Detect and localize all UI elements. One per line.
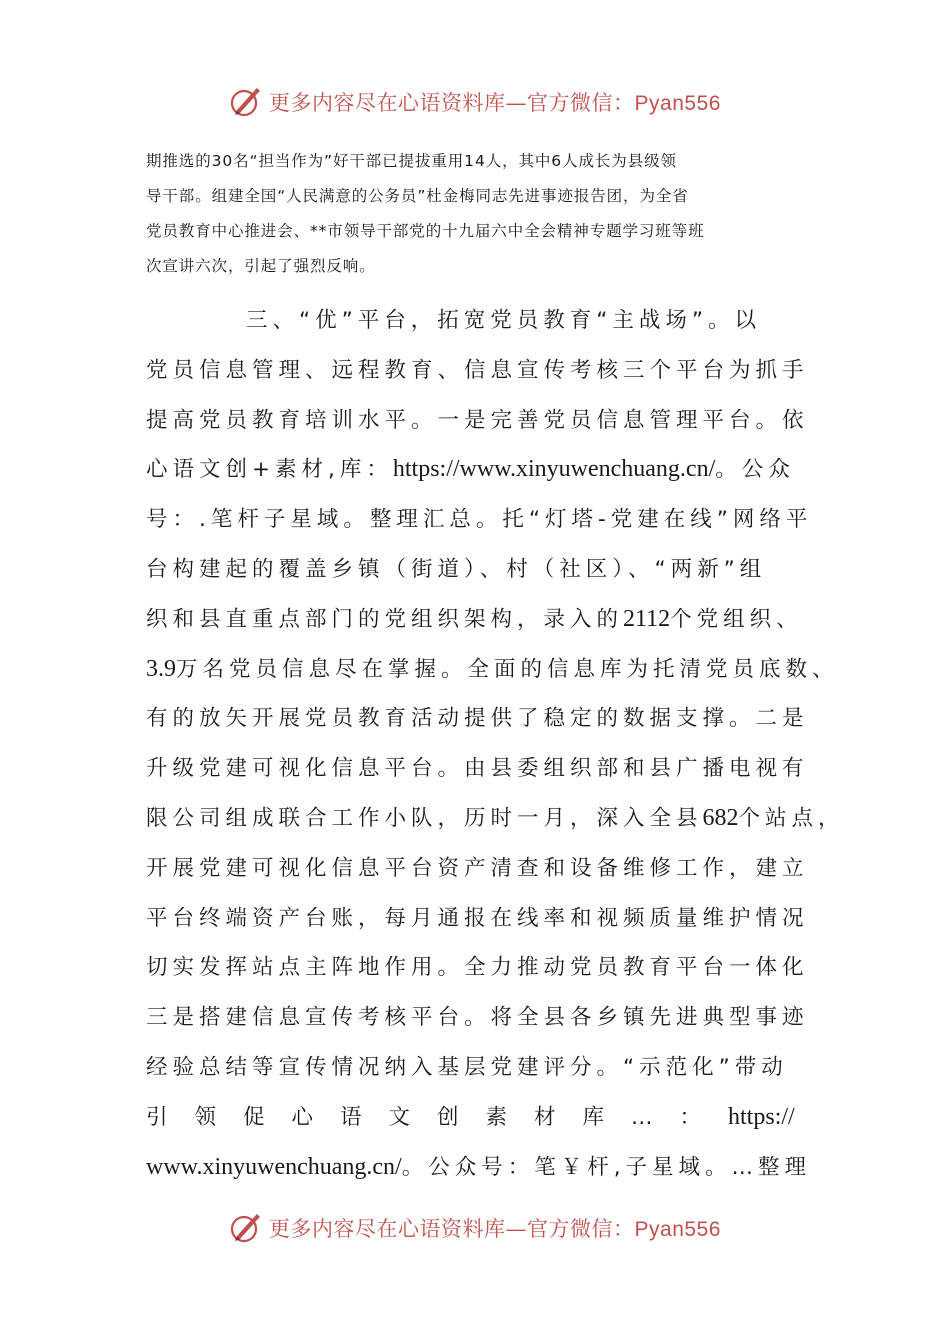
footer-banner-text: 更多内容尽在心语资料库—官方微信：Pyan556 <box>269 1217 721 1241</box>
small-paragraph-line: 期推选的30名“担当作为”好干部已提拔重用14人，其中6人成长为县级领 <box>146 152 677 170</box>
pen-logo-icon <box>229 85 263 119</box>
paragraph-line: 3.9万名党员信息尽在掌握。全面的信息库为托清党员底数、 <box>146 655 839 682</box>
paragraph-line: 切实发挥站点主阵地作用。全力推动党员教育平台一体化 <box>146 955 809 981</box>
pen-logo-icon <box>229 1211 263 1245</box>
small-paragraph <box>146 144 814 284</box>
main-paragraph <box>146 296 845 1192</box>
paragraph-line: 经验总结等宣传情况纳入基层党建评分。“示范化”带动 <box>146 1054 788 1080</box>
small-paragraph-line: 导干部。组建全国“人民满意的公务员”杜金梅同志先进事迹报告团，为全省 <box>146 187 689 205</box>
paragraph-line: 台构建起的覆盖乡镇（街道）、村（社区）、“两新”组 <box>146 556 767 582</box>
paragraph-line: 限公司组成联合工作小队，历时一月，深入全县682个站点， <box>146 804 845 831</box>
small-paragraph-line: 次宣讲六次，引起了强烈反响。 <box>146 257 376 275</box>
paragraph-line: 号：.笔杆子星域。整理汇总。托“灯塔-党建在线”网络平 <box>146 507 813 533</box>
paragraph-line: 升级党建可视化信息平台。由县委组织部和县广播电视有 <box>146 756 809 782</box>
url-text: www.xinyuwenchuang.cn/ <box>146 1153 402 1180</box>
paragraph-line: 织和县直重点部门的党组织架构，录入的2112个党组织、 <box>146 605 803 632</box>
paragraph-line: 有的放矢开展党员教育活动提供了稳定的数据支撑。二是 <box>146 706 809 732</box>
header-banner <box>0 82 950 122</box>
paragraph-line: 提高党员教育培训水平。一是完善党员信息管理平台。依 <box>146 407 809 433</box>
footer-banner <box>0 1208 950 1248</box>
section-heading-line: 三、“优”平台，拓宽党员教育“主战场”。以 <box>246 308 762 333</box>
paragraph-line: 平台终端资产台账，每月通报在线率和视频质量维护情况 <box>146 905 809 931</box>
url-text: https:// <box>728 1103 795 1130</box>
paragraph-line: 党员信息管理、远程教育、信息宣传考核三个平台为抓手 <box>146 357 809 383</box>
paragraph-line: 三是搭建信息宣传考核平台。将全县各乡镇先进典型事迹 <box>146 1005 809 1031</box>
paragraph-line: 引领促心语文创素材库…：https:// <box>146 1103 795 1130</box>
header-banner-text: 更多内容尽在心语资料库—官方微信：Pyan556 <box>269 91 721 115</box>
url-text: https://www.xinyuwenchuang.cn/ <box>392 456 716 483</box>
small-paragraph-line: 党员教育中心推进会、**市领导干部党的十九届六中全会精神专题学习班等班 <box>146 222 705 240</box>
paragraph-line: 开展党建可视化信息平台资产清查和设备维修工作，建立 <box>146 855 809 881</box>
paragraph-line: www.xinyuwenchuang.cn/。公众号：笔￥杆,子星域。…整理 <box>146 1153 812 1180</box>
paragraph-line: 心语文创+素材,库：https://www.xinyuwenchuang.cn/。公众 <box>146 456 795 483</box>
